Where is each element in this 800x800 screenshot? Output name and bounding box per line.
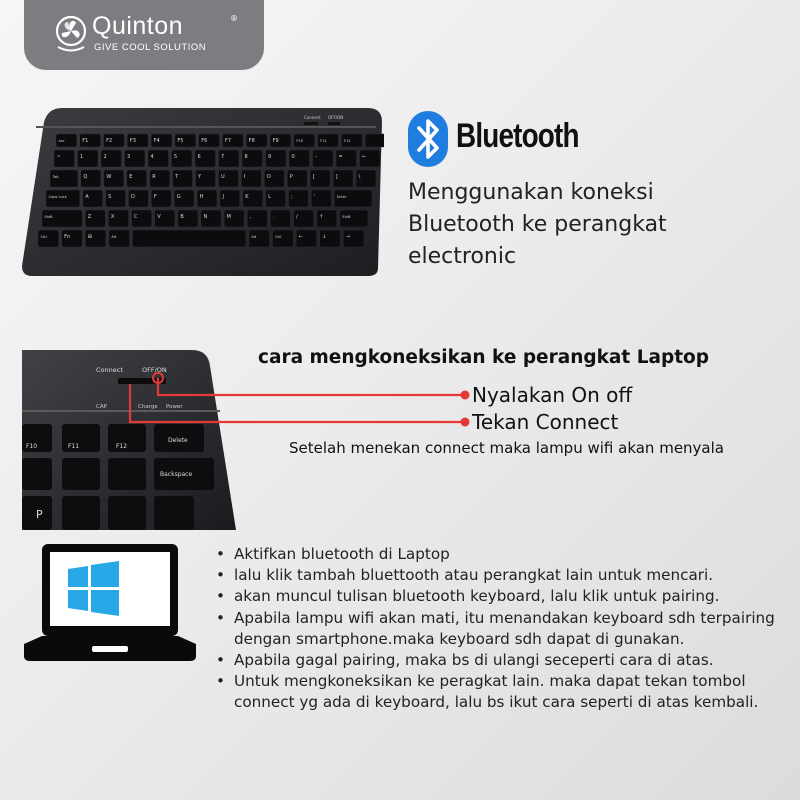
- key-label: F11: [320, 139, 327, 143]
- key-label: esc: [58, 139, 65, 143]
- key-label: F12: [343, 139, 351, 143]
- key-label: [: [312, 174, 315, 180]
- key-label: F6: [201, 138, 208, 144]
- key-label: P: [289, 174, 293, 180]
- brand-name: Quinton: [92, 12, 184, 40]
- key-label: Ctrl: [40, 235, 47, 239]
- key-label: =: [338, 154, 343, 160]
- key-label: G: [176, 194, 181, 200]
- laptop-section-heading: cara mengkoneksikan ke perangkat Laptop: [258, 347, 710, 368]
- key-label: F8: [248, 138, 255, 144]
- key-label: A: [85, 194, 89, 200]
- key-label: /: [296, 214, 298, 220]
- power-pointer-line: [158, 378, 463, 395]
- key-label: Caps Lock: [48, 195, 67, 199]
- key-label: F4: [153, 138, 160, 144]
- key-label: Y: [198, 174, 202, 180]
- key-label: Q: [83, 174, 88, 180]
- key-label: L: [268, 194, 271, 200]
- key-label: 6: [197, 154, 201, 160]
- bluetooth-description-line-1: Menggunakan koneksi: [408, 180, 654, 205]
- key-label: X: [110, 214, 115, 220]
- power-label: Power: [166, 404, 183, 410]
- key-label: -: [315, 154, 317, 160]
- key-label: 8: [244, 154, 248, 160]
- key-label: \: [358, 174, 361, 180]
- registered-mark: ®: [230, 14, 238, 23]
- key-f12: F12: [116, 443, 128, 450]
- key-label: J: [222, 194, 224, 200]
- key-label: H: [199, 194, 204, 200]
- key-label: F: [153, 194, 157, 200]
- key-label: ,: [249, 214, 252, 220]
- key-label: ←: [298, 234, 303, 240]
- cap-label: CAP: [96, 404, 107, 410]
- instruction-list: [214, 544, 794, 714]
- laptop-icon: [22, 540, 198, 664]
- instruction-item-6: • Untuk mengkoneksikan ke peragkat lain. maka dapat tekan tombol connect yg ada di keyboard, lalu bs ikut cara seperti di atas kembali.: [214, 671, 794, 713]
- key-label: ~: [56, 154, 61, 160]
- key-label: I: [243, 174, 246, 180]
- key-label: Enter: [336, 195, 347, 199]
- key-label: 1: [80, 154, 84, 160]
- key-label: ]: [335, 174, 338, 180]
- key-label: M: [226, 214, 231, 220]
- key-f10: F10: [26, 443, 38, 450]
- key-p: P: [36, 508, 43, 521]
- key-label: Tab: [52, 175, 59, 179]
- key-label: Fn: [64, 234, 71, 240]
- key-label: 2: [103, 154, 107, 160]
- key-label: F9: [272, 138, 279, 144]
- key-label: V: [157, 214, 161, 220]
- step-connect-label: Tekan Connect: [472, 410, 619, 434]
- charge-label: Charge: [138, 404, 158, 410]
- kb2-switch-label: OFF/ON: [142, 366, 167, 374]
- key-label: 4: [150, 154, 154, 160]
- key-delete: Delete: [168, 437, 188, 444]
- key-label: 5: [174, 154, 178, 160]
- key-label: ;: [291, 194, 293, 200]
- key-label: ←: [362, 154, 367, 160]
- key-label: F1: [82, 138, 89, 144]
- key-backspace: Backspace: [160, 471, 193, 478]
- key-label: C: [134, 214, 138, 220]
- kb1-switch-label: OFF/ON: [328, 115, 344, 120]
- key-label: W: [106, 174, 112, 180]
- key-f11: F11: [68, 443, 80, 450]
- brand-tagline: GIVE COOL SOLUTION: [94, 42, 207, 53]
- key-label: ': [313, 194, 316, 200]
- key-label: Z: [87, 214, 92, 220]
- key-label: 7: [221, 154, 225, 160]
- instruction-item-1: • Aktifkan bluetooth di Laptop: [214, 544, 794, 565]
- key-label: F10: [296, 139, 303, 143]
- key-label: ↓: [322, 234, 327, 240]
- step-power-label: Nyalakan On off: [472, 383, 633, 407]
- key-label: D: [130, 194, 135, 200]
- key-label: 9: [268, 154, 272, 160]
- bluetooth-description-line-3: electronic: [408, 244, 517, 269]
- key-label: ↑: [319, 214, 324, 220]
- key-label: E: [129, 174, 133, 180]
- key-label: Ctrl: [275, 235, 282, 239]
- connect-note: Setelah menekan connect maka lampu wifi akan menyala: [289, 439, 724, 457]
- kb1-connect-label: Connect: [304, 115, 321, 120]
- key-label: B: [180, 214, 184, 220]
- instruction-item-5: • Apabila gagal pairing, maka bs di ulangi seceperti cara di atas.: [214, 650, 794, 671]
- bluetooth-description-line-2: Bluetooth ke perangkat: [408, 212, 667, 237]
- key-label: ⊞: [87, 234, 92, 240]
- key-label: F2: [106, 138, 113, 144]
- kb2-connect-label: Connect: [96, 366, 123, 374]
- key-label: Alt: [111, 235, 117, 239]
- instruction-item-4: • Apabila lampu wifi akan mati, itu menandakan keyboard sdh terpairing dengan smartphone.maka keyboard sdh dapat di gunakan.: [214, 608, 794, 650]
- key-label: N: [203, 214, 208, 220]
- connect-pointer-line: [130, 384, 463, 422]
- key-label: S: [108, 194, 112, 200]
- key-label: O: [266, 174, 271, 180]
- key-label: Alt: [251, 235, 257, 239]
- key-label: →: [345, 234, 351, 240]
- key-label: .: [272, 214, 275, 220]
- instruction-item-2: • lalu klik tambah bluettooth atau perangkat lain untuk mencari.: [214, 565, 794, 586]
- key-label: F7: [225, 138, 232, 144]
- instruction-item-3: • akan muncul tulisan bluetooth keyboard, lalu klik untuk pairing.: [214, 586, 794, 607]
- key-label: F3: [129, 138, 136, 144]
- key-label: K: [245, 194, 249, 200]
- key-label: U: [220, 174, 225, 180]
- key-label: Shift: [342, 215, 351, 219]
- key-label: T: [175, 174, 179, 180]
- key-label: 3: [127, 154, 131, 160]
- key-label: 0: [291, 154, 295, 160]
- key-label: Shift: [44, 215, 53, 219]
- power-pointer-dot: [461, 391, 470, 400]
- connect-pointer-dot: [461, 418, 470, 427]
- key-label: F5: [177, 138, 184, 144]
- key-label: R: [152, 174, 156, 180]
- bluetooth-title: Bluetooth: [456, 117, 579, 155]
